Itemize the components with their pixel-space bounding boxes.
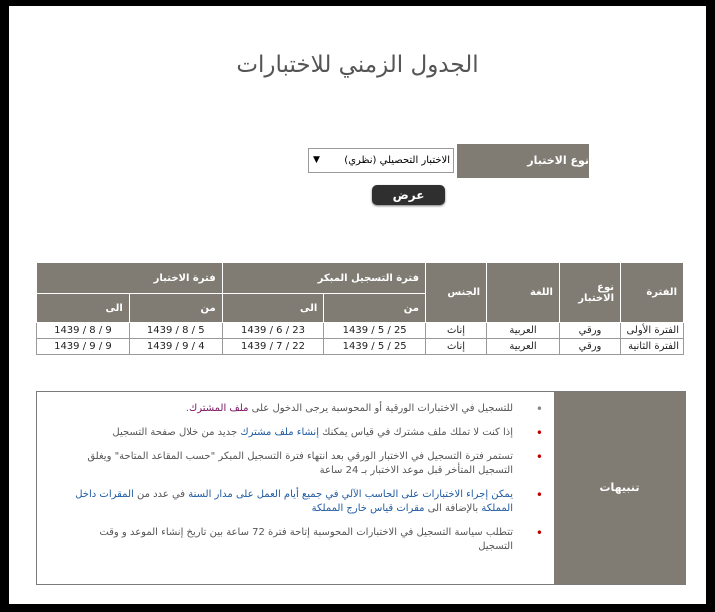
cell-test-to: 9 / 8 / 1439 [37,323,130,339]
cell-test-from: 5 / 8 / 1439 [129,323,222,339]
schedule-table [36,262,684,355]
table-row [37,323,684,339]
header-reg-from: من [324,294,426,323]
cell-period: الفترة الأولى [621,323,684,339]
cell-type: ورقي [560,339,621,355]
cell-reg-to: 22 / 7 / 1439 [222,339,324,355]
notice-text: بالإضافة الى [424,503,482,514]
test-type-selected-value: الاختبار التحصيلي (نظري) [344,155,450,166]
bullet-icon: • [535,488,543,502]
show-button[interactable]: عرض [372,185,445,205]
notice-text: تستمر فترة التسجيل في الاختبار الورقي بعد انتهاء فترة التسجيل المبكر "حسب المقاعد المتاحة" ويغلق التسجيل المتأخر قبل موعد الاختبار بـ 24 ساعة [87,451,513,476]
table-row [37,339,684,355]
bullet-icon: • [535,526,543,540]
list-item [75,450,545,478]
page-title: الجدول الزمني للاختبارات [236,52,479,78]
notices-list [75,402,545,564]
centers-inside-link[interactable]: المقرات داخل المملكة [75,489,513,514]
notice-text: إذا كنت لا تملك ملف مشترك في قياس يمكنك [319,427,513,438]
cell-reg-from: 25 / 5 / 1439 [324,339,426,355]
notice-text: جديد من خلال صفحة التسجيل [112,427,241,438]
bullet-icon: • [535,402,543,416]
cell-period: الفترة الثانية [621,339,684,355]
test-type-label [457,144,589,178]
header-period: الفترة [621,263,684,323]
header-early-registration: فترة التسجيل المبكر [222,263,425,294]
create-profile-link[interactable]: إنشاء ملف مشترك [240,427,319,438]
page-frame [9,6,706,604]
test-type-label-text: نوع الاختبار [527,154,589,167]
cell-type: ورقي [560,323,621,339]
header-test-to: الى [37,294,130,323]
notice-text: تتطلب سياسة التسجيل في الاختبارات المحوسبة إتاحة فترة 72 ساعة بين تاريخ إنشاء الموعد و وقت التسجيل [99,527,513,552]
notices-heading: تنبيهات [554,392,685,584]
table-header-row [37,263,684,294]
header-test-period: فترة الاختبار [37,263,223,294]
computer-tests-link[interactable]: يمكن إجراء الاختبارات على الحاسب الآلي في جميع أيام العمل على مدار السنة [188,489,513,500]
list-item [75,488,545,516]
bullet-icon: • [535,426,543,440]
list-item [75,526,545,554]
cell-gender: إناث [426,323,487,339]
header-gender: الجنس [426,263,487,323]
test-type-select[interactable] [308,148,454,173]
notice-text: في عدد من [133,489,189,500]
notice-text: للتسجيل في الاختبارات الورقية أو المحوسبة يرجى الدخول على [248,403,513,414]
cell-reg-from: 25 / 5 / 1439 [324,323,426,339]
header-reg-to: الى [222,294,324,323]
bullet-icon: • [535,450,543,464]
list-item [75,426,545,440]
notice-text: . [185,403,189,414]
list-item [75,402,545,416]
notices-panel [36,391,686,585]
centers-outside-link[interactable]: مقرات قياس خارج المملكة [311,503,425,514]
cell-gender: إناث [426,339,487,355]
header-test-from: من [129,294,222,323]
chevron-down-icon[interactable]: ▼ [313,155,320,165]
cell-test-from: 4 / 9 / 1439 [129,339,222,355]
cell-test-to: 9 / 9 / 1439 [37,339,130,355]
cell-reg-to: 23 / 6 / 1439 [222,323,324,339]
header-test-type: نوع الاختبار [560,263,621,323]
cell-language: العربية [487,339,560,355]
cell-language: العربية [487,323,560,339]
subscriber-profile-link[interactable]: ملف المشترك [188,403,249,414]
header-language: اللغة [487,263,560,323]
